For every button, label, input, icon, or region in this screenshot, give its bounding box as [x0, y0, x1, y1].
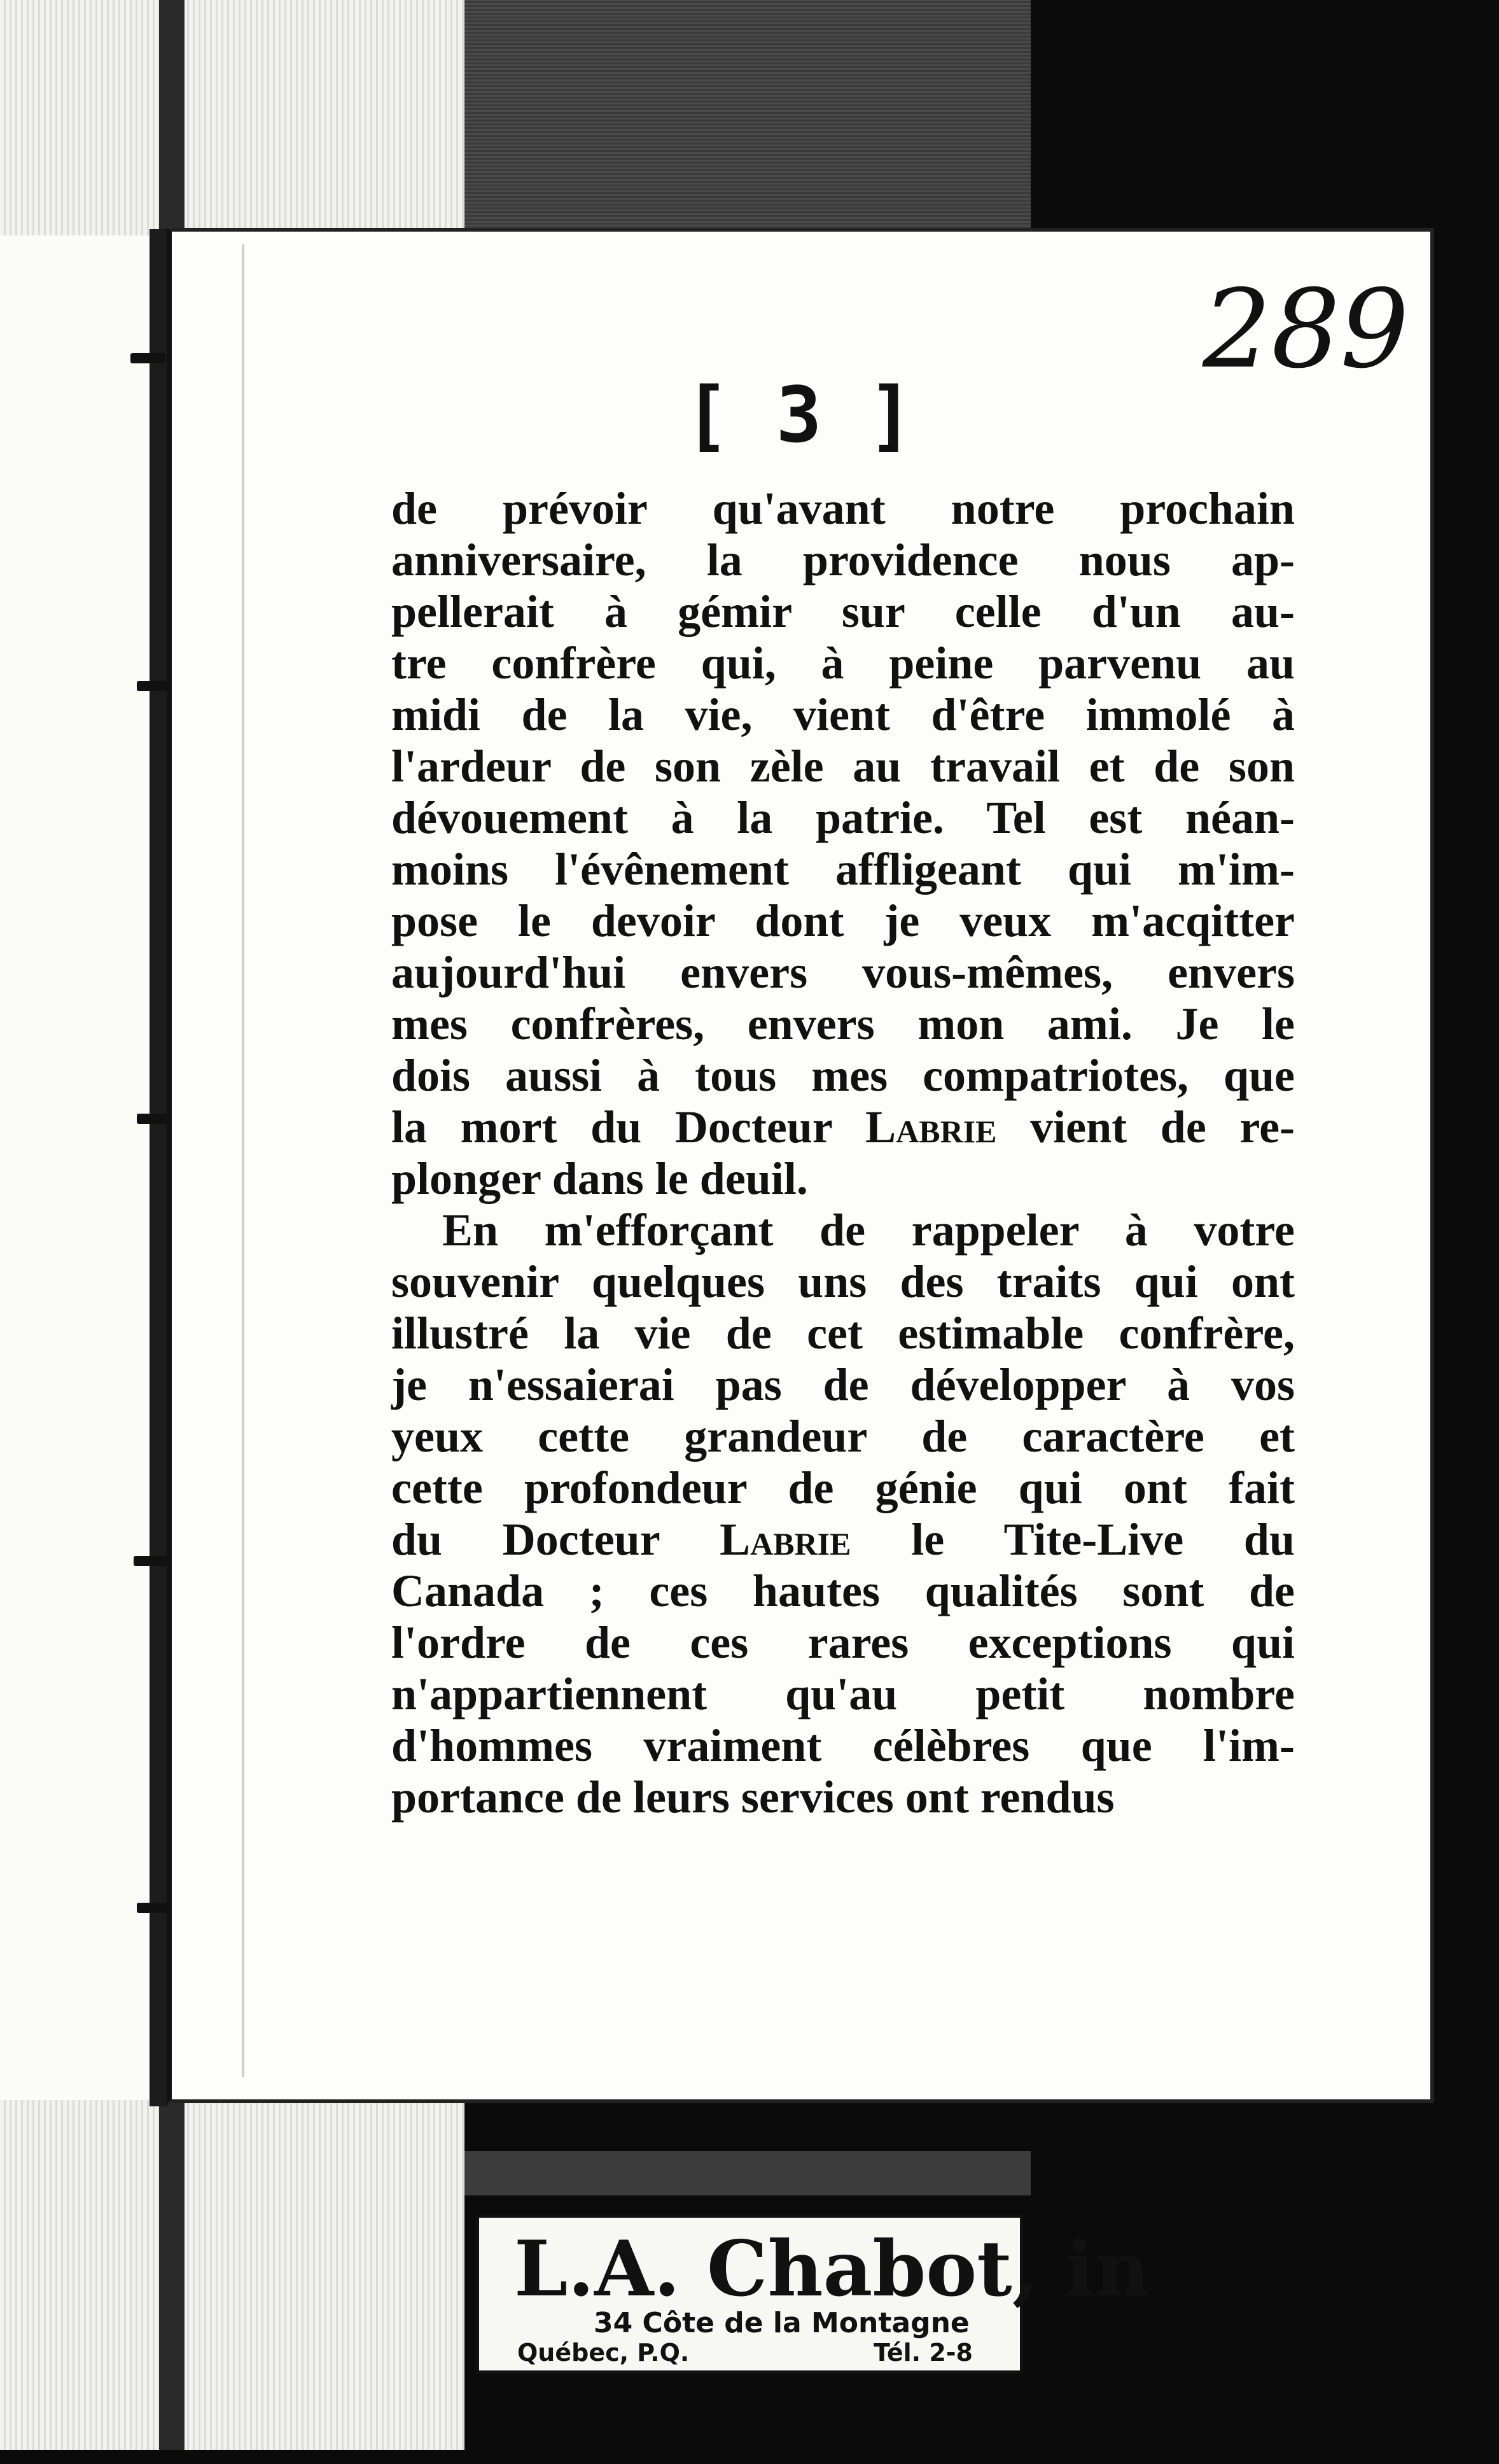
text-line	[391, 895, 1295, 947]
stamp-address: 34 Côte de la Montagne	[594, 2307, 970, 2339]
text-line	[391, 1102, 1295, 1153]
small-caps-name: Labrie	[720, 1514, 851, 1565]
text-fragment: pellerait à gémir sur celle d'un au-	[391, 586, 1295, 637]
text-line	[391, 1256, 1295, 1308]
text-line	[391, 638, 1295, 689]
text-fragment: yeux cette grandeur de caractère et	[391, 1411, 1295, 1462]
text-line	[391, 1359, 1295, 1411]
text-line	[391, 1411, 1295, 1462]
text-fragment: Canada ; ces hautes qualités sont de	[391, 1565, 1295, 1616]
text-line	[391, 1205, 1295, 1256]
text-line	[391, 792, 1295, 844]
text-fragment: moins l'évênement affligeant qui m'im-	[391, 844, 1295, 895]
background-board-bottom	[464, 2151, 1031, 2195]
text-fragment: dévouement à la patrie. Tel est néan-	[391, 792, 1295, 843]
stamp-name: L.A. Chabot, in	[514, 2224, 1150, 2314]
text-fragment: midi de la vie, vient d'être immolé à	[391, 689, 1295, 740]
binding-stitch	[134, 1556, 169, 1566]
text-fragment: du Docteur	[391, 1514, 720, 1565]
text-line	[391, 535, 1295, 586]
text-fragment: cette profondeur de génie qui ont fait	[391, 1462, 1295, 1513]
text-fragment: vient de re-	[996, 1102, 1295, 1152]
small-caps-name: Labrie	[865, 1102, 997, 1152]
stamp-city: Québec, P.Q.	[517, 2339, 690, 2367]
text-fragment: la mort du Docteur	[391, 1102, 866, 1152]
text-line	[391, 1772, 1295, 1823]
text-line	[391, 689, 1295, 741]
text-fragment: pose le devoir dont je veux m'acqitter	[391, 895, 1295, 946]
binding-stitch	[130, 353, 165, 363]
text-line	[391, 1153, 1295, 1205]
text-line	[391, 586, 1295, 638]
text-fragment: mes confrères, envers mon ami. Je le	[391, 998, 1295, 1049]
text-fragment: le Tite-Live du	[851, 1514, 1295, 1565]
text-fragment: illustré la vie de cet estimable confrère,	[391, 1308, 1295, 1359]
text-fragment: n'appartiennent qu'au petit nombre	[391, 1669, 1295, 1719]
text-line	[391, 1514, 1295, 1565]
binding-cloth-top	[0, 0, 464, 242]
text-fragment: je n'essaierai pas de développer à vos	[391, 1359, 1295, 1410]
text-line	[391, 483, 1295, 535]
text-fragment: plonger dans le deuil.	[391, 1153, 808, 1204]
binding-cloth-bottom	[0, 2094, 464, 2450]
text-fragment: anniversaire, la providence nous ap-	[391, 535, 1295, 585]
text-line	[391, 998, 1295, 1050]
text-fragment: portance de leurs services ont rendus	[391, 1772, 1115, 1823]
text-line	[391, 1308, 1295, 1359]
text-fragment: tre confrère qui, à peine parvenu au	[391, 638, 1295, 689]
text-line	[391, 741, 1295, 792]
binder-stamp	[476, 2215, 1150, 2374]
body-text	[391, 483, 1295, 1823]
text-line	[391, 844, 1295, 895]
text-line	[391, 1565, 1295, 1617]
text-line	[391, 1669, 1295, 1720]
text-fragment: souvenir quelques uns des traits qui ont	[391, 1256, 1295, 1307]
text-fragment: l'ordre de ces rares exceptions qui	[391, 1617, 1295, 1668]
text-fragment: dois aussi à tous mes compatriotes, que	[391, 1050, 1295, 1101]
text-line	[391, 1720, 1295, 1772]
page-gutter-line	[242, 244, 244, 2077]
text-fragment: aujourd'hui envers vous-mêmes, envers	[391, 947, 1295, 998]
text-line	[391, 1617, 1295, 1669]
stamp-tel: Tél. 2-8	[874, 2339, 973, 2367]
text-fragment: l'ardeur de son zèle au travail et de son	[391, 741, 1295, 792]
text-line	[391, 947, 1295, 998]
book-spine	[150, 229, 169, 2106]
page-number: [ 3 ]	[684, 372, 914, 460]
text-fragment: En m'efforçant de rappeler à votre	[442, 1205, 1295, 1256]
text-fragment: de prévoir qu'avant notre prochain	[391, 483, 1295, 534]
background-board-top	[464, 0, 1031, 242]
facing-page-edge	[0, 235, 162, 2100]
book-page	[167, 228, 1434, 2103]
text-fragment: d'hommes vraiment célèbres que l'im-	[391, 1720, 1295, 1771]
handwritten-folio-number: 289	[1203, 267, 1409, 393]
text-line	[391, 1050, 1295, 1102]
text-line	[391, 1462, 1295, 1514]
